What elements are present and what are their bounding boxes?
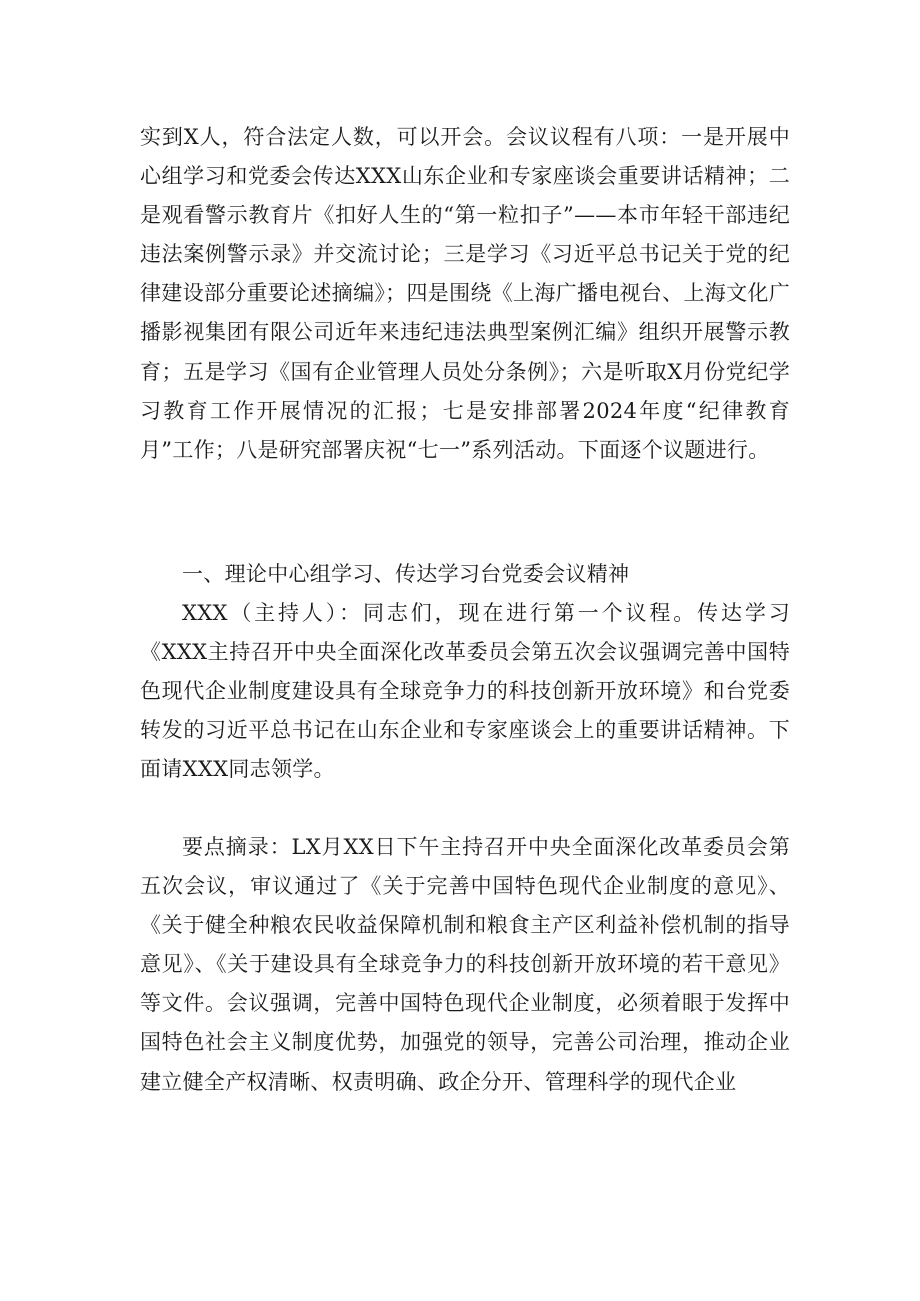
excerpt-paragraph: 要点摘录：LX月XX日下午主持召开中央全面深化改革委员会第五次会议，审议通过了《关于完善中国特色现代企业制度的意见》、《关于健全种粮农民收益保障机制和粮食主产区利益补偿机制的指导意见》、《关于建设具有全球竞争力的科技创新开放环境的若干意见》等文件。会议强调，完善中国特色现代企业制度，必须着眼于发挥中国特色社会主义制度优势，加强党的领导，完善公司治理，推动企业建立健全产权清晰、权责明确、政企分开、管理科学的现代企业	[140, 835, 790, 1094]
host-speech-paragraph: XXX（主持人）：同志们，现在进行第一个议程。传达学习《XXX主持召开中央全面深化改革委员会第五次会议强调完善中国特色现代企业制度建设具有全球竞争力的科技创新开放环境》和台党委转发的习近平总书记在山东企业和专家座谈会上的重要讲话精神。下面请XXX同志领学。	[140, 601, 790, 782]
excerpt-section	[140, 828, 790, 1102]
agenda-section	[140, 118, 790, 470]
agenda-paragraph: 实到X人，符合法定人数，可以开会。会议议程有八项：一是开展中心组学习和党委会传达XXX山东企业和专家座谈会重要讲话精神；二是观看警示教育片《扣好人生的“第一粒扣子”——本市年轻干部违纪违法案例警示录》并交流讨论；三是学习《习近平总书记关于党的纪律建设部分重要论述摘编》；四是围绕《上海广播电视台、上海文化广播影视集团有限公司近年来违纪违法典型案例汇编》组织开展警示教育；五是学习《国有企业管理人员处分条例》；六是听取X月份党纪学习教育工作开展情况的汇报；七是安排部署2024年度“纪律教育月”工作；八是研究部署庆祝“七一”系列活动。下面逐个议题进行。	[140, 125, 790, 462]
section-heading: 一、理论中心组学习、传达学习台党委会议精神	[182, 562, 630, 586]
section-one	[140, 555, 790, 790]
